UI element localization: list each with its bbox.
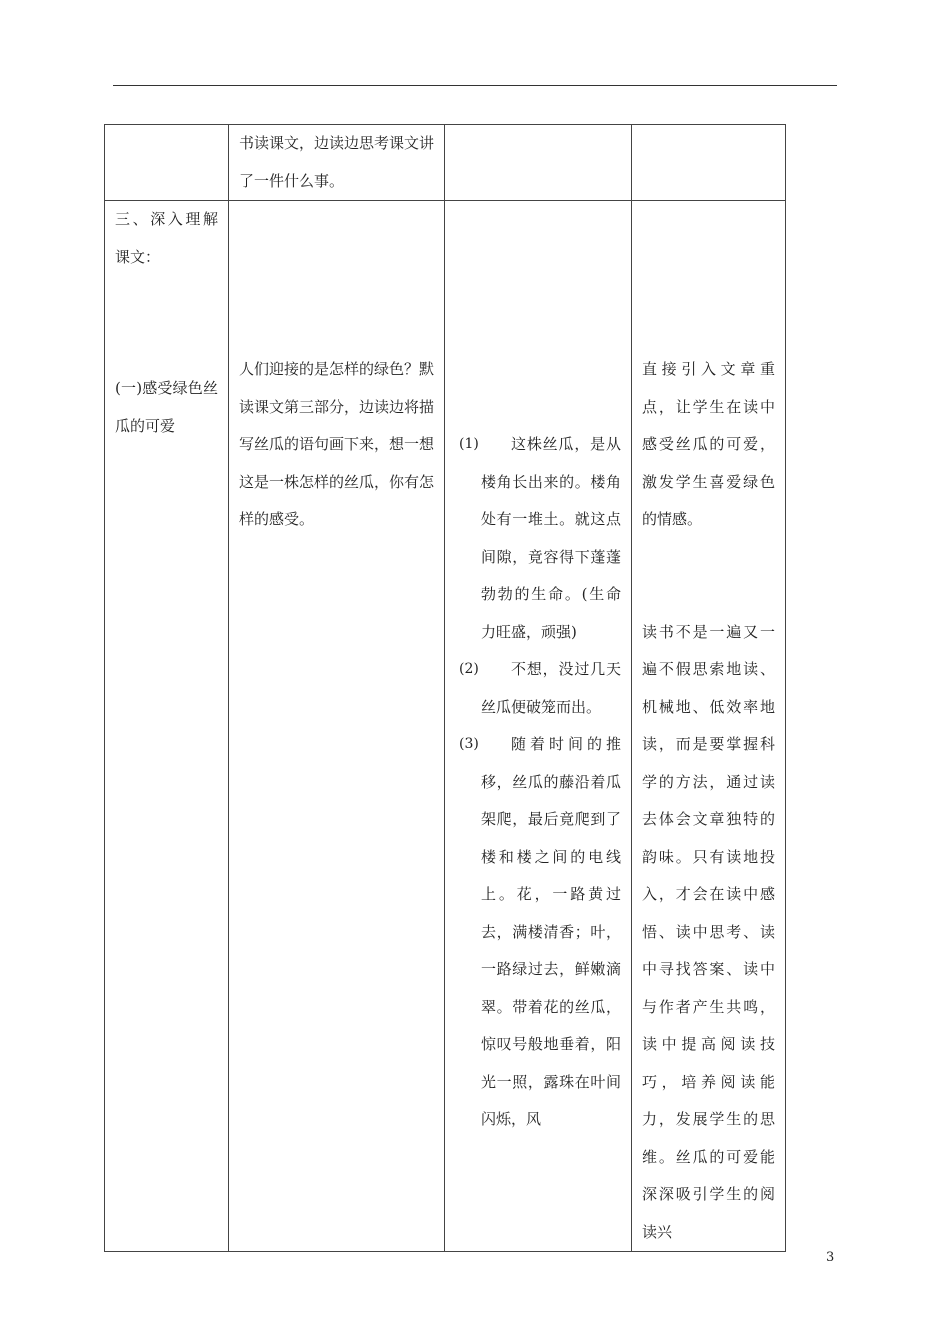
lesson-plan-table: [104, 124, 786, 1252]
cell-intent: [632, 201, 786, 1252]
table-row: [105, 125, 786, 201]
page-number: 3: [826, 1250, 835, 1265]
cell-step: [105, 201, 229, 1252]
intent-paragraph: 直接引入文章重点，让学生在读中感受丝瓜的可爱，激发学生喜爱绿色的情感。: [642, 360, 775, 528]
list-item: [459, 426, 621, 651]
list-item: [459, 726, 621, 1139]
item-number: (3): [459, 736, 479, 752]
item-text: 不想，没过几天丝瓜便破笼而出。: [481, 660, 621, 716]
table-row: [105, 201, 786, 1252]
subsection-heading: (一)感受绿色丝瓜的可爱: [115, 379, 218, 435]
cell-activity: 书读课文，边读边思考课文讲了一件什么事。: [229, 125, 445, 201]
item-number: (1): [459, 436, 479, 452]
cell-step: [105, 125, 229, 201]
item-text: 这株丝瓜，是从楼角长出来的。楼角处有一堆土。就这点间隙，竟容得下蓬蓬勃勃的生命。(生命力旺盛，顽强): [481, 435, 621, 641]
cell-content: [445, 201, 632, 1252]
intent-paragraph: 读书不是一遍又一遍不假思索地读、机械地、低效率地读，而是要掌握科学的方法，通过读去体会文章独特的韵味。只有读地投入，才会在读中感悟、读中思考、读中寻找答案、读中与作者产生共鸣，读中提高阅读技巧，培养阅读能力，发展学生的思维。丝瓜的可爱能深深吸引学生的阅读兴: [642, 622, 775, 1241]
cell-content: [445, 125, 632, 201]
item-number: (2): [459, 661, 479, 677]
activity-text: 人们迎接的是怎样的绿色？默读课文第三部分，边读边将描写丝瓜的语句画下来，想一想这是一株怎样的丝瓜，你有怎样的感受。: [239, 360, 435, 528]
cell-activity: [229, 201, 445, 1252]
cell-intent: [632, 125, 786, 201]
item-text: 随着时间的推移，丝瓜的藤沿着瓜架爬，最后竟爬到了楼和楼之间的电线上。花，一路黄过去，满楼清香；叶，一路绿过去，鲜嫩滴翠。带着花的丝瓜，惊叹号般地垂着，阳光一照，露珠在叶间闪烁，风: [481, 735, 621, 1128]
list-item: [459, 651, 621, 726]
header-rule: [113, 85, 837, 86]
section-heading: 三、深入理解课文：: [115, 210, 218, 266]
